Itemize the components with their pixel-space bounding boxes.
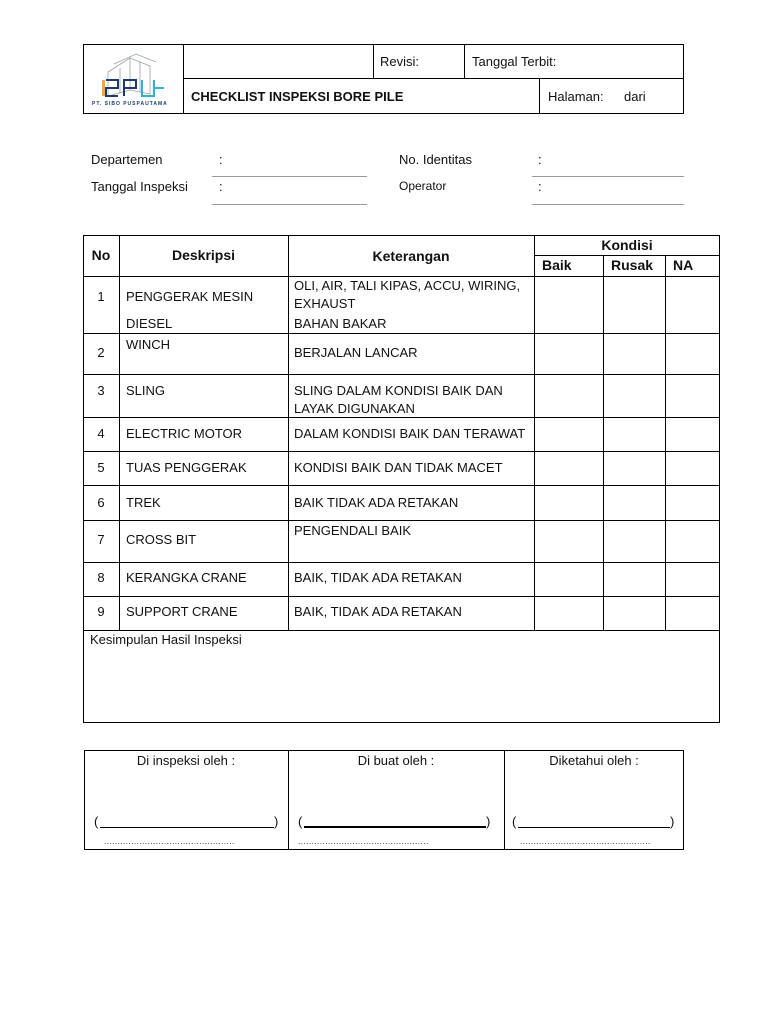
header-divider [373, 44, 374, 78]
kondisi-cell-na[interactable] [666, 486, 720, 520]
row-description: CROSS BIT [126, 532, 197, 547]
row-number: 7 [97, 532, 105, 547]
kondisi-cell-rusak[interactable] [604, 277, 665, 333]
departemen-label: Departemen [91, 152, 163, 167]
table-col-divider [288, 235, 289, 631]
kondisi-cell-rusak[interactable] [604, 375, 665, 417]
kondisi-cell-na[interactable] [666, 418, 720, 451]
kondisi-cell-rusak[interactable] [604, 418, 665, 451]
departemen-colon: : [219, 152, 223, 167]
row-keterangan: SLING DALAM KONDISI BAIK DAN [294, 383, 503, 398]
row-number: 9 [97, 604, 105, 619]
tanggal-inspeksi-label: Tanggal Inspeksi [91, 179, 188, 194]
signature-line-inspektor[interactable] [100, 827, 274, 828]
row-number: 8 [97, 570, 105, 585]
kondisi-cell-rusak[interactable] [604, 486, 665, 520]
signature-paren: ( [512, 814, 517, 829]
kondisi-cell-baik[interactable] [535, 597, 603, 630]
no-identitas-label: No. Identitas [399, 152, 472, 167]
no-identitas-field[interactable] [532, 176, 684, 177]
kondisi-cell-rusak[interactable] [604, 563, 665, 596]
row-description: TREK [126, 495, 161, 510]
kondisi-cell-baik[interactable] [535, 375, 603, 417]
kesimpulan-field[interactable] [84, 650, 719, 722]
row-keterangan: BAIK, TIDAK ADA RETAKAN [294, 570, 462, 585]
kondisi-cell-rusak[interactable] [604, 334, 665, 374]
signature-paren: ) [274, 814, 279, 829]
row-keterangan: DALAM KONDISI BAIK DAN TERAWAT [294, 426, 526, 441]
signature-dots: ................................................ [298, 837, 429, 846]
kondisi-cell-na[interactable] [666, 375, 720, 417]
kondisi-cell-baik[interactable] [535, 486, 603, 520]
signature-paren: ( [94, 814, 99, 829]
col-header-rusak: Rusak [611, 257, 654, 273]
row-keterangan: LAYAK DIGUNAKAN [294, 401, 415, 416]
row-description: PENGGERAK MESIN [126, 289, 254, 304]
kondisi-cell-rusak[interactable] [604, 521, 665, 562]
document-title: CHECKLIST INSPEKSI BORE PILE [191, 89, 404, 104]
kondisi-cell-na[interactable] [666, 597, 720, 630]
tanggal-terbit-label: Tanggal Terbit: [472, 54, 557, 69]
kondisi-cell-baik[interactable] [535, 277, 603, 333]
header-divider [183, 44, 184, 114]
header-divider [539, 78, 540, 114]
row-number: 4 [97, 426, 105, 441]
kondisi-cell-na[interactable] [666, 521, 720, 562]
kondisi-cell-baik[interactable] [535, 452, 603, 485]
row-description: WINCH [126, 337, 171, 352]
signature-label-mengetahui: Diketahui oleh : [549, 753, 639, 768]
row-keterangan: BAIK, TIDAK ADA RETAKAN [294, 604, 462, 619]
operator-colon: : [538, 179, 542, 194]
company-name: PT. SIBO PUSPAUTAMA [92, 101, 168, 107]
row-keterangan: BAIK TIDAK ADA RETAKAN [294, 495, 459, 510]
row-number: 6 [97, 495, 105, 510]
col-header-na: NA [673, 257, 694, 273]
company-logo [90, 50, 178, 110]
table-row-divider [83, 630, 720, 631]
kondisi-cell-na[interactable] [666, 452, 720, 485]
row-keterangan: PENGENDALI BAIK [294, 523, 412, 538]
row-description: SLING [126, 383, 166, 398]
signature-line-mengetahui[interactable] [518, 827, 670, 828]
no-identitas-colon: : [538, 152, 542, 167]
signature-paren: ) [670, 814, 675, 829]
row-number: 2 [97, 345, 105, 360]
operator-field[interactable] [532, 204, 684, 205]
row-description: SUPPORT CRANE [126, 604, 238, 619]
signature-dots: ................................................ [520, 837, 651, 846]
row-keterangan: KONDISI BAIK DAN TIDAK MACET [294, 460, 503, 475]
col-header-keterangan: Keterangan [372, 248, 450, 264]
table-row-divider [534, 255, 720, 256]
kondisi-cell-baik[interactable] [535, 521, 603, 562]
signature-label-pembuat: Di buat oleh : [357, 753, 435, 768]
kesimpulan-label: Kesimpulan Hasil Inspeksi [90, 632, 242, 647]
row-keterangan: OLI, AIR, TALI KIPAS, ACCU, WIRING, [294, 278, 521, 293]
col-header-deskripsi: Deskripsi [171, 247, 236, 263]
table-col-divider [119, 235, 120, 631]
kondisi-cell-rusak[interactable] [604, 452, 665, 485]
row-description: DIESEL [126, 316, 173, 331]
tanggal-inspeksi-field[interactable] [212, 204, 367, 205]
header-divider [464, 44, 465, 78]
row-number: 1 [97, 289, 105, 304]
row-description: KERANGKA CRANE [126, 570, 247, 585]
kondisi-cell-baik[interactable] [535, 334, 603, 374]
row-number: 5 [97, 460, 105, 475]
kondisi-cell-baik[interactable] [535, 563, 603, 596]
row-number: 3 [97, 383, 105, 398]
col-header-baik: Baik [542, 257, 572, 273]
revisi-label: Revisi: [380, 54, 420, 69]
signature-paren: ( [298, 814, 303, 829]
signature-label-inspektor: Di inspeksi oleh : [136, 753, 236, 768]
row-keterangan: BERJALAN LANCAR [294, 345, 418, 360]
col-header-no: No [91, 247, 111, 263]
kondisi-cell-na[interactable] [666, 334, 720, 374]
operator-label: Operator [399, 179, 447, 193]
tanggal-inspeksi-colon: : [219, 179, 223, 194]
signature-line-pembuat[interactable] [304, 826, 486, 828]
halaman-label: Halaman: [548, 89, 604, 104]
row-keterangan: EXHAUST [294, 296, 356, 311]
header-divider [183, 78, 684, 79]
kondisi-cell-na[interactable] [666, 563, 720, 596]
signature-dots: ................................................ [104, 837, 235, 846]
kondisi-cell-baik[interactable] [535, 418, 603, 451]
col-header-kondisi: Kondisi [601, 237, 653, 253]
departemen-field[interactable] [212, 176, 367, 177]
row-description: ELECTRIC MOTOR [126, 426, 243, 441]
row-keterangan: BAHAN BAKAR [294, 316, 387, 331]
row-description: TUAS PENGGERAK [126, 460, 247, 475]
dari-label: dari [624, 89, 646, 104]
kondisi-cell-rusak[interactable] [604, 597, 665, 630]
kondisi-cell-na[interactable] [666, 277, 720, 333]
signature-paren: ) [486, 814, 491, 829]
